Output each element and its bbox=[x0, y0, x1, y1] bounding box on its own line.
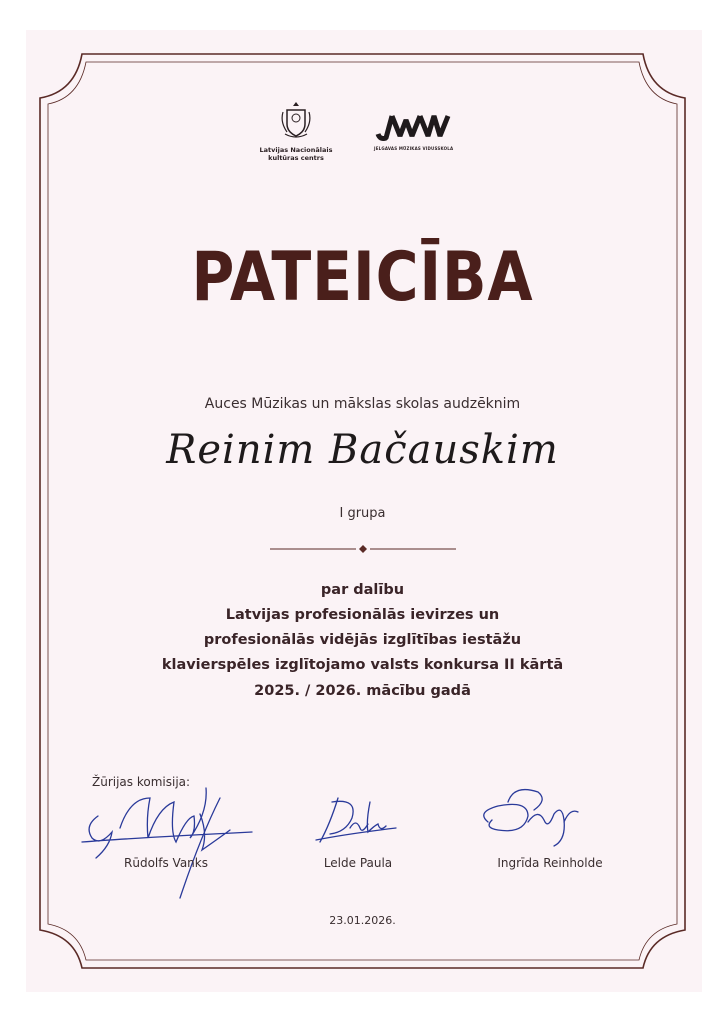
signature-reinholde bbox=[468, 782, 588, 852]
coat-of-arms-icon bbox=[279, 100, 313, 140]
certificate-title: PATEICĪBA bbox=[191, 238, 534, 317]
recipient-group: I grupa bbox=[339, 506, 386, 521]
recipient-name: Reinim Bačauskim bbox=[166, 427, 559, 473]
issue-date: 23.01.2026. bbox=[329, 914, 396, 927]
recipient-school: Auces Mūzikas un mākslas skolas audzēknim bbox=[204, 396, 521, 412]
jmv-logo bbox=[374, 112, 484, 151]
body-line: profesionālās vidējās izglītības iestāžu bbox=[203, 632, 522, 648]
body-line: par dalību bbox=[320, 582, 405, 598]
jury-member-name: Lelde Paula bbox=[323, 856, 393, 870]
body-line: klavierspēles izglītojamo valsts konkursa II kārtā bbox=[161, 657, 564, 673]
lnkc-logo-text: Latvijas Nacionālais kultūras centrs bbox=[259, 146, 333, 162]
jury-member-name: Rūdolfs Vanks bbox=[124, 856, 208, 870]
jury-label: Žūrijas komisija: bbox=[92, 775, 191, 789]
jmv-logo-mark bbox=[374, 112, 454, 142]
jury-member-name: Ingrīda Reinholde bbox=[497, 856, 603, 870]
jmv-logo-text: JELGAVAS MŪZIKAS VIDUSSKOLA bbox=[374, 146, 454, 151]
body-line: Latvijas profesionālās ievirzes un bbox=[225, 607, 500, 623]
signature-paula bbox=[308, 790, 408, 850]
divider-diamond-icon bbox=[270, 543, 456, 555]
body-line: 2025. / 2026. mācību gadā bbox=[254, 683, 471, 699]
lnkc-logo bbox=[246, 100, 346, 162]
signature-vanks bbox=[70, 778, 280, 908]
